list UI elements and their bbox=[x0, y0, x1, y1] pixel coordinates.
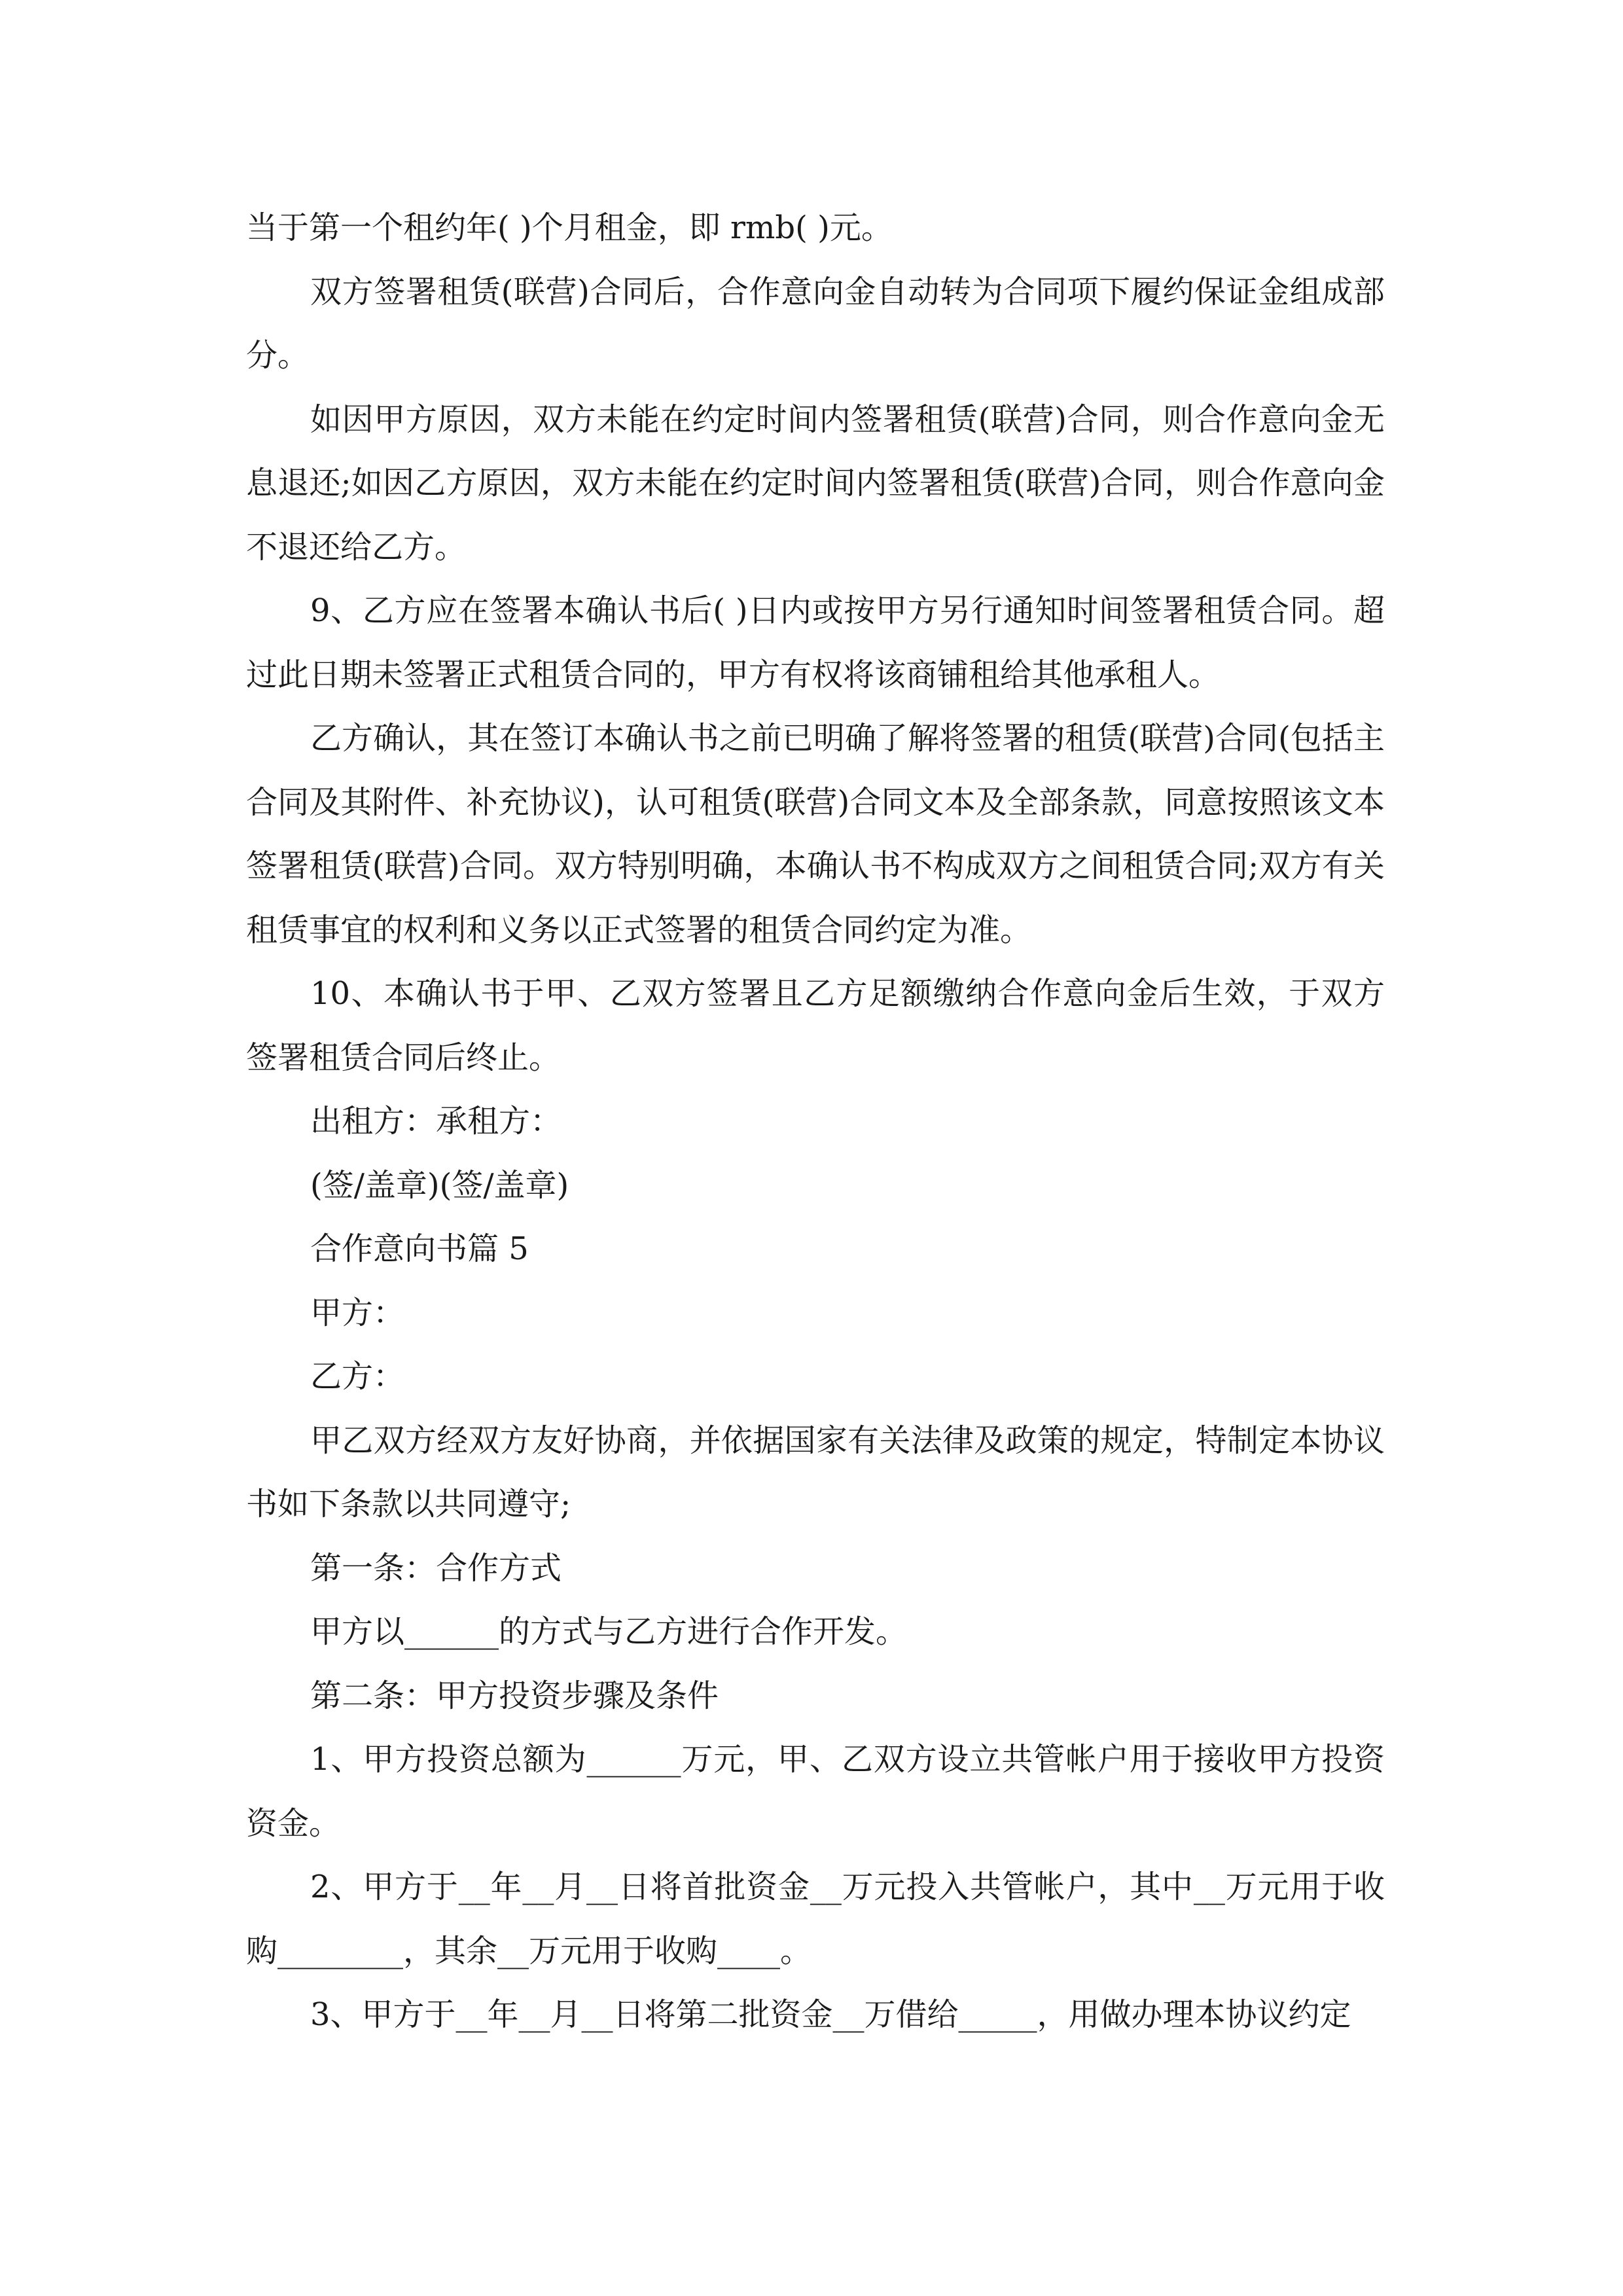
paragraph: 9、乙方应在签署本确认书后( )日内或按甲方另行通知时间签署租赁合同。超过此日期未签署正式租赁合同的，甲方有权将该商铺租给其他承租人。 bbox=[246, 592, 1385, 693]
document-body bbox=[246, 196, 1385, 2047]
signature-seal-line: (签/盖章)(签/盖章) bbox=[310, 1166, 569, 1204]
paragraph: 10、本确认书于甲、乙双方签署且乙方足额缴纳合作意向金后生效，于双方签署租赁合同后终止。 bbox=[246, 975, 1385, 1076]
paragraph: 如因甲方原因，双方未能在约定时间内签署租赁(联营)合同，则合作意向金无息退还;如因乙方原因，双方未能在约定时间内签署租赁(联营)合同，则合作意向金不退还给乙方。 bbox=[246, 401, 1385, 565]
paragraph: 甲方以______的方式与乙方进行合作开发。 bbox=[310, 1613, 908, 1650]
party-b-line: 乙方： bbox=[310, 1358, 405, 1395]
article-heading: 第一条：合作方式 bbox=[310, 1549, 562, 1587]
party-a-line: 甲方： bbox=[310, 1294, 405, 1331]
article-heading: 第二条：甲方投资步骤及条件 bbox=[310, 1677, 719, 1714]
paragraph: 乙方确认，其在签订本确认书之前已明确了解将签署的租赁(联营)合同(包括主合同及其附件、补充协议)，认可租赁(联营)合同文本及全部条款，同意按照该文本签署租赁(联营)合同。双方特别明确，本确认书不构成双方之间租赁合同;双方有关租赁事宜的权利和义务以正式签署的租赁合同约定为准。 bbox=[246, 720, 1385, 948]
paragraph: 当于第一个租约年( )个月租金，即 rmb( )元。 bbox=[246, 209, 893, 246]
paragraph: 3、甲方于__年__月__日将第二批资金__万借给_____，用做办理本协议约定 bbox=[310, 1996, 1351, 2033]
paragraph: 1、甲方投资总额为______万元，甲、乙双方设立共管帐户用于接收甲方投资资金。 bbox=[246, 1741, 1385, 1842]
section-heading: 合作意向书篇 5 bbox=[310, 1230, 529, 1267]
paragraph: 2、甲方于__年__月__日将首批资金__万元投入共管帐户，其中__万元用于收购________，其余__万元用于收购____。 bbox=[246, 1869, 1385, 1969]
paragraph: 双方签署租赁(联营)合同后，合作意向金自动转为合同项下履约保证金组成部分。 bbox=[246, 273, 1385, 374]
signature-parties-line: 出租方：承租方： bbox=[310, 1103, 562, 1139]
paragraph: 甲乙双方经双方友好协商，并依据国家有关法律及政策的规定，特制定本协议书如下条款以共同遵守; bbox=[246, 1422, 1385, 1522]
